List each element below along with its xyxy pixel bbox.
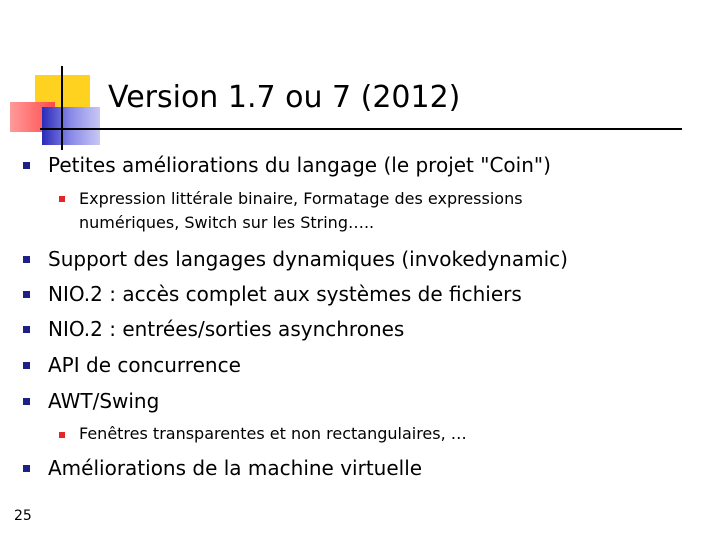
bullet-item: NIO.2 : accès complet aux systèmes de fichiers (48, 282, 522, 306)
bullet-item: Améliorations de la machine virtuelle (48, 456, 423, 480)
bullet-item: AWT/Swing (48, 389, 160, 413)
slide-title: Version 1.7 ou 7 (2012) (108, 80, 461, 115)
bullet-square-icon (23, 398, 30, 405)
bullet-square-icon (23, 362, 30, 369)
bullet-item: API de concurrence (48, 353, 241, 377)
bullet-square-icon (23, 326, 30, 333)
bullet-square-icon (23, 162, 30, 169)
sub-bullet-item-continued: numériques, Switch sur les String….. (79, 213, 375, 232)
sub-bullet-square-icon (59, 432, 65, 438)
bullet-item: Petites améliorations du langage (le projet "Coin") (48, 153, 551, 177)
bullet-square-icon (23, 291, 30, 298)
sub-bullet-square-icon (59, 196, 65, 202)
bullet-square-icon (23, 465, 30, 472)
bullet-item: Support des langages dynamiques (invokedynamic) (48, 247, 568, 271)
sub-bullet-item: Expression littérale binaire, Formatage des expressions (79, 189, 523, 208)
page-number: 25 (14, 508, 32, 524)
bullet-square-icon (23, 256, 30, 263)
sub-bullet-item: Fenêtres transparentes et non rectangulaires, … (79, 424, 467, 443)
bullet-item: NIO.2 : entrées/sorties asynchrones (48, 317, 405, 341)
